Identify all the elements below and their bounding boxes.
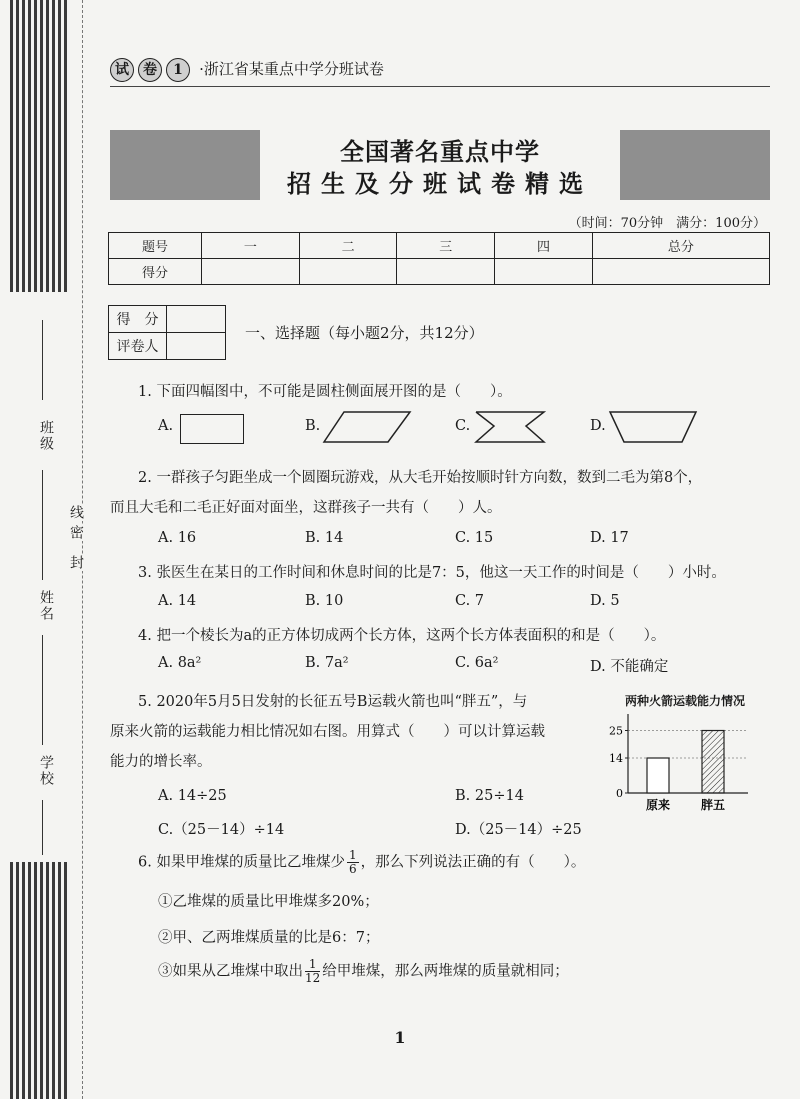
badge-juan: 卷 [138,58,162,82]
q5-option-a[interactable]: A. 14÷25 [158,788,227,804]
header-text: ·浙江省某重点中学分班试卷 [199,60,384,78]
cell-header: 三 [397,233,495,259]
label-class: 班级 [38,420,54,452]
x-tick-label: 原来 [645,798,671,812]
question-5-line2: 原来火箭的运载能力相比情况如右图。用算式（ ）可以计算运载 [110,724,545,740]
grader-person-cell[interactable] [167,333,226,360]
q2-option-c[interactable]: C. 15 [455,530,494,546]
badge-number: 1 [166,58,190,82]
paper-header [110,58,770,82]
seal-feng: 封 [68,555,84,571]
score-cell[interactable] [202,259,300,285]
seal-mi: 密 [68,525,84,541]
q6-suffix: ，那么下列说法正确的有（ ）。 [360,854,586,871]
question-2-line1: 2. 一群孩子匀距坐成一个圆圈玩游戏，从大毛开始按顺时针方向数，数到二毛为第8个， [138,470,703,486]
page-number: 1 [394,1028,406,1047]
y-tick-label: 0 [616,787,623,800]
q4-option-d[interactable]: D. 不能确定 [590,659,669,675]
cell-score-label: 得分 [109,259,202,285]
q6-statement-1: ①乙堆煤的质量比甲堆煤多20%； [158,894,379,910]
zigzag-shape [474,410,546,444]
stripe-top [10,0,68,292]
q1-option-a[interactable]: A. [158,418,174,434]
q2-option-a[interactable]: A. 16 [158,530,197,546]
cell-header: 二 [299,233,397,259]
question-5-line3: 能力的增长率。 [110,754,212,770]
rectangle-shape [180,414,244,444]
bar-pangwu [702,731,724,794]
grader-box [108,305,226,360]
title-line1: 全国著名重点中学 [340,137,540,166]
q5-option-c[interactable]: C.（25－14）÷14 [158,822,285,838]
title-block [110,130,770,200]
q1-option-d[interactable]: D. [590,418,606,434]
q5-option-b[interactable]: B. 25÷14 [455,788,524,804]
grader-score-label: 得 分 [109,306,167,333]
q2-option-b[interactable]: B. 14 [305,530,344,546]
cell-header: 题号 [109,233,202,259]
q4-option-a[interactable]: A. 8a² [158,655,202,671]
question-2-line2: 而且大毛和二毛正好面对面坐，这群孩子一共有（ ）人。 [110,500,502,516]
question-4: 4. 把一个棱长为a的正方体切成两个长方体，这两个长方体表面积的和是（ ）。 [138,628,666,644]
cut-line [82,0,83,1099]
question-3: 3. 张医生在某日的工作时间和休息时间的比是7：5，他这一天工作的时间是（ ）小时。 [138,565,726,581]
parallelogram-shape [322,410,412,444]
score-cell[interactable] [299,259,397,285]
bar-original [647,758,669,793]
q1-option-b[interactable]: B. [305,418,321,434]
score-cell[interactable] [592,259,769,285]
binding-margin [0,0,105,1099]
q2-option-d[interactable]: D. 17 [590,530,629,546]
q6-statement-2: ②甲、乙两堆煤质量的比是6：7； [158,930,380,946]
stripe-bottom [10,862,68,1099]
chart-svg [600,713,770,823]
seal-xian: 线 [68,505,84,521]
q6-fraction: $\frac{1}{6}$ [348,848,357,876]
q4-option-c[interactable]: C. 6a² [455,655,499,671]
q1-option-c[interactable]: C. [455,418,471,434]
q3-option-d[interactable]: D. 5 [590,593,620,609]
q5-option-d[interactable]: D.（25－14）÷25 [455,822,582,838]
cell-header: 四 [495,233,593,259]
label-school: 学校 [38,755,54,787]
x-tick-label: 胖五 [700,798,726,812]
q4-option-b[interactable]: B. 7a² [305,655,349,671]
q3-option-c[interactable]: C. 7 [455,593,485,609]
cell-header: 总分 [592,233,769,259]
y-tick-label: 14 [609,752,623,765]
question-5-line1: 5. 2020年5月5日发射的长征五号B运载火箭也叫“胖五”，与 [138,694,528,710]
grader-person-label: 评卷人 [109,333,167,360]
question-1: 1. 下面四幅图中，不可能是圆柱侧面展开图的是（ ）。 [138,384,512,400]
q6-prefix: 6. 如果甲堆煤的质量比乙堆煤少 [138,854,345,871]
y-tick-label: 25 [609,724,623,738]
trapezoid-shape [608,410,698,444]
chart-title: 两种火箭运载能力情况 [624,694,745,708]
grader-score-cell[interactable] [167,306,226,333]
score-table [108,232,770,285]
rocket-chart [600,692,770,822]
q3-option-b[interactable]: B. 10 [305,593,344,609]
time-info: （时间：70分钟 满分：100分） [568,216,766,231]
score-cell[interactable] [495,259,593,285]
title-line2: 招生及分班试卷精选 [287,169,593,198]
cell-header: 一 [202,233,300,259]
badge-shi: 试 [110,58,134,82]
section-title: 一、选择题（每小题2分，共12分） [245,324,484,342]
score-cell[interactable] [397,259,495,285]
q6-s3-fraction: $\frac{1}{12}$ [305,957,321,985]
q6-statement-3: ③如果从乙堆煤中取出 $\frac{1}{12}$ 给甲堆煤，那么两堆煤的质量就相同； [158,957,569,985]
q3-option-a[interactable]: A. 14 [158,593,197,609]
label-name: 姓名 [38,590,54,622]
question-6 [138,849,585,876]
